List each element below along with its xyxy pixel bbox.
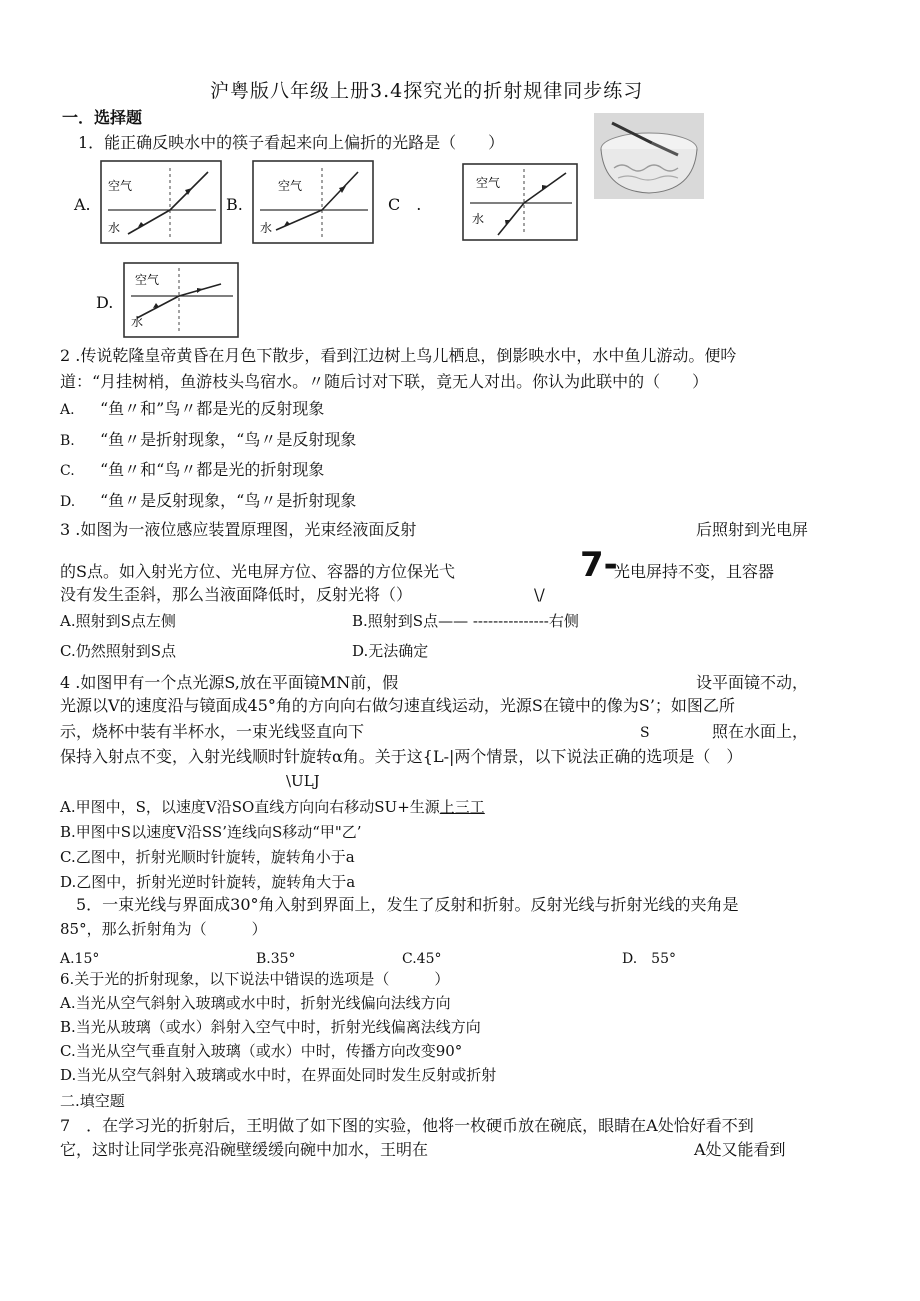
q6-option-b: B.当光从玻璃（或水）斜射入空气中时，折射光线偏离法线方向	[60, 1018, 481, 1036]
q3-option-c: C.仍然照射到S点	[60, 642, 176, 660]
section-heading-choice: 一．选择题	[62, 108, 143, 127]
question-2-line-1: 2 .传说乾隆皇帝黄昏在月色下散步，看到江边树上鸟儿栖息，倒影映水中，水中鱼儿游动。便吟	[60, 346, 737, 365]
q5-option-a: A.15°	[60, 951, 100, 967]
q2-option-d-label: D.	[60, 494, 76, 510]
q6-option-a: A.当光从空气斜射入玻璃或水中时，折射光线偏向法线方向	[60, 994, 451, 1012]
water-label: 水	[131, 315, 144, 329]
question-4-line-2: 光源以V的速度沿与镜面成45°角的方向向右做匀速直线运动，光源S在镜中的像为S’；如图乙所	[60, 696, 735, 715]
q2-option-d: “鱼〃是反射现象，“鸟〃是折射现象	[100, 491, 357, 510]
water-label: 水	[472, 212, 485, 226]
question-4-line-3a: 示，烧杯中装有半杯水，一束光线竖直向下	[60, 722, 365, 741]
q2-option-c-label: C.	[60, 463, 75, 479]
q3-option-b: B.照射到S点—— ---------------右侧	[352, 612, 579, 630]
q5-option-b: B.35°	[256, 951, 296, 967]
question-4-line-1b: 设平面镜不动，	[696, 673, 809, 692]
air-label: 空气	[476, 176, 501, 190]
q4-option-a-text: A.甲图中，S，以速度V沿SO直线方向向右移动SU+生源	[60, 798, 440, 816]
question-5-line-2: 85°，那么折射角为（ ）	[60, 920, 267, 938]
option-d-label: D.	[96, 293, 114, 312]
page-title: 沪粤版八年级上册3.4探究光的折射规律同步练习	[210, 80, 644, 102]
ray-diagram-d	[123, 262, 239, 338]
question-3-ocr-fragment: 7-	[580, 545, 618, 585]
q2-option-a-label: A.	[60, 402, 75, 418]
q4-option-a-underlined: 上三工	[439, 798, 485, 816]
air-label: 空气	[278, 179, 303, 193]
question-7-line-1: 7 ．在学习光的折射后，王明做了如下图的实验，他将一枚硬币放在碗底，眼睛在A处恰好看不到	[60, 1116, 754, 1135]
question-3-ocr-slash: \/	[534, 585, 545, 604]
q4-option-c: C.乙图中，折射光顺时针旋转，旋转角小于a	[60, 848, 355, 866]
ray-diagram-a	[100, 160, 222, 244]
ray-diagram-c	[462, 163, 578, 241]
question-4-line-3-s: S	[640, 725, 650, 741]
ray-diagram-b	[252, 160, 374, 244]
q6-option-c: C.当光从空气垂直射入玻璃（或水）中时，传播方向改变90°	[60, 1042, 463, 1060]
air-label: 空气	[108, 179, 133, 193]
question-7-line-2b: A处又能看到	[694, 1140, 786, 1159]
q4-option-d: D.乙图中，折射光逆时针旋转，旋转角大于a	[60, 873, 356, 891]
question-5-line-1: 5．一束光线与界面成30°角入射到界面上，发生了反射和折射。反射光线与折射光线的夹角是	[76, 895, 739, 914]
option-b-label: B.	[226, 195, 243, 214]
question-3-line-2a: 的S点。如入射光方位、光电屏方位、容器的方位保光弋	[60, 562, 455, 581]
question-1-stem: 1．能正确反映水中的筷子看起来向上偏折的光路是（ ）	[78, 133, 505, 152]
chopstick-bowl-photo	[594, 113, 704, 199]
q6-option-d: D.当光从空气斜射入玻璃或水中时，在界面处同时发生反射或折射	[60, 1066, 497, 1084]
q2-option-b-label: B.	[60, 433, 75, 449]
question-4-line-1a: 4 .如图甲有一个点光源S,放在平面镜MN前，假	[60, 673, 399, 692]
q4-option-a	[60, 800, 485, 815]
question-4-line-3b: 照在水面上，	[712, 722, 809, 741]
option-a-label: A.	[74, 195, 91, 214]
question-3-line-3: 没有发生歪斜，那么当液面降低时，反射光将（）	[60, 585, 413, 604]
q5-option-c: C.45°	[402, 951, 442, 967]
q3-option-d: D.无法确定	[352, 642, 429, 660]
q4-option-b: B.甲图中S以速度V沿SS’连线向S移动“甲"乙’	[60, 823, 362, 841]
water-label: 水	[108, 221, 121, 235]
question-4-line-4: 保持入射点不变，入射光线顺时针旋转α角。关于这{L-|两个情景，以下说法正确的选项是（ ）	[60, 747, 743, 766]
question-2-line-2: 道：“月挂树梢，鱼游枝头鸟宿水。〃随后讨对下联，竟无人对出。你认为此联中的（ ）	[60, 372, 709, 391]
q2-option-a: “鱼〃和”鸟〃都是光的反射现象	[100, 399, 325, 418]
question-6-stem: 6.关于光的折射现象，以下说法中错误的选项是（ ）	[60, 970, 450, 988]
air-label: 空气	[135, 273, 160, 287]
question-4-ocr-fragment: \ULJ	[286, 772, 320, 790]
question-3-line-2b: 光电屏持不变，且容器	[614, 562, 775, 581]
q2-option-c: “鱼〃和“鸟〃都是光的折射现象	[100, 460, 325, 479]
q2-option-b: “鱼〃是折射现象，“鸟〃是反射现象	[100, 430, 357, 449]
question-3-line-1b: 后照射到光电屏	[696, 520, 809, 539]
question-7-line-2a: 它，这时让同学张亮沿碗壁缓缓向碗中加水，王明在	[60, 1140, 429, 1159]
section-heading-fill-in: 二.填空题	[60, 1092, 125, 1110]
q5-option-d: D. 55°	[622, 951, 676, 967]
q3-option-a: A.照射到S点左侧	[60, 612, 176, 630]
water-label: 水	[260, 221, 273, 235]
question-3-line-1a: 3 .如图为一液位感应装置原理图，光束经液面反射	[60, 520, 417, 539]
option-c-label: C .	[388, 195, 422, 214]
